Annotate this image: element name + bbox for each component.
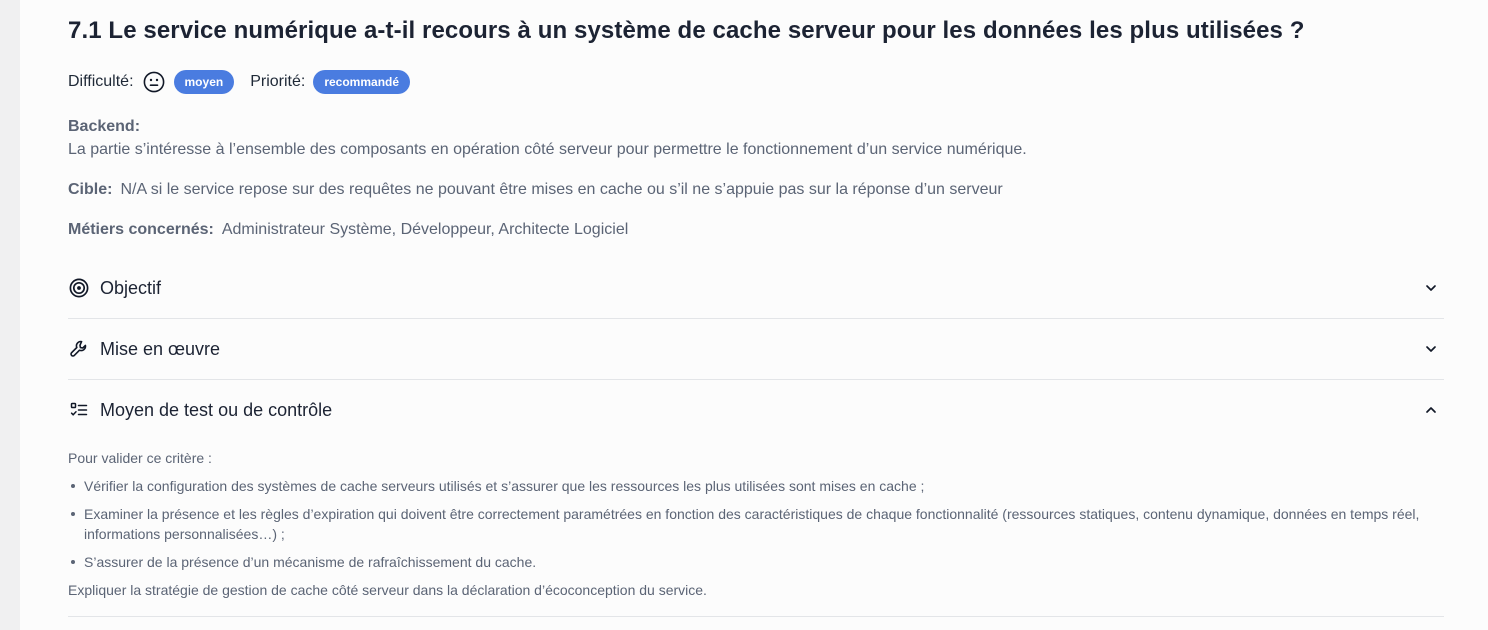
priority-badge: recommandé <box>313 70 410 94</box>
chevron-up-icon[interactable] <box>1424 403 1438 417</box>
accordion-objectif-title: Objectif <box>100 277 162 298</box>
backend-title: Backend: <box>68 118 141 135</box>
metiers-line <box>68 221 628 239</box>
test-intro: Pour valider ce critère : <box>68 450 212 466</box>
metiers-text: Administrateur Système, Développeur, Architecte Logiciel <box>221 221 629 238</box>
page <box>20 0 1488 630</box>
accordion-mise-en-oeuvre-title: Mise en œuvre <box>100 338 221 359</box>
criterion-meta <box>68 70 410 94</box>
list-item: S’assurer de la présence d’un mécanisme de rafraîchissement du cache. <box>68 552 1444 572</box>
test-panel <box>68 448 1444 600</box>
target-icon <box>68 277 90 299</box>
accordion-moyen-de-test-title: Moyen de test ou de contrôle <box>100 399 333 420</box>
test-outro: Expliquer la stratégie de gestion de cache côté serveur dans la déclaration d’écoconception du service. <box>68 582 707 598</box>
accordion-mise-en-oeuvre[interactable] <box>68 319 1444 379</box>
cible-text: N/A si le service repose sur des requêtes ne pouvant être mises en cache ou s’il ne s’appuie pas sur la réponse d’un serveur <box>120 181 1003 198</box>
priority-label: Priorité: <box>250 73 306 90</box>
chevron-down-icon[interactable] <box>1424 342 1438 356</box>
difficulty-badge: moyen <box>174 70 235 94</box>
metiers-label: Métiers concernés: <box>68 221 214 238</box>
list-item: Vérifier la configuration des systèmes de cache serveurs utilisés et s’assurer que les ressources les plus utilisées sont mises en cache ; <box>68 476 1444 496</box>
list-item: Examiner la présence et les règles d’expiration qui doivent être correctement paramétrées en fonction des caractéristiques de chaque fonctionnalité (ressources statiques, contenu dynamique, données en temps réel, informations personnalisées…) ; <box>68 504 1444 544</box>
cible-line <box>68 181 1003 199</box>
checklist-icon <box>68 399 90 421</box>
difficulty-label: Difficulté: <box>68 73 134 90</box>
cible-label: Cible: <box>68 181 113 198</box>
accordion-objectif[interactable] <box>68 258 1444 318</box>
chevron-down-icon[interactable] <box>1424 281 1438 295</box>
divider <box>68 616 1444 617</box>
accordion-moyen-de-test[interactable] <box>68 380 1444 440</box>
backend-description: La partie s’intéresse à l’ensemble des composants en opération côté serveur pour permettre le fonctionnement d’un service numérique. <box>68 141 1027 158</box>
test-list <box>68 476 1444 572</box>
neutral-face-icon <box>143 71 165 93</box>
criterion-title: 7.1 Le service numérique a-t-il recours à un système de cache serveur pour les données les plus utilisées ? <box>68 17 1305 44</box>
wrench-icon <box>68 338 90 360</box>
